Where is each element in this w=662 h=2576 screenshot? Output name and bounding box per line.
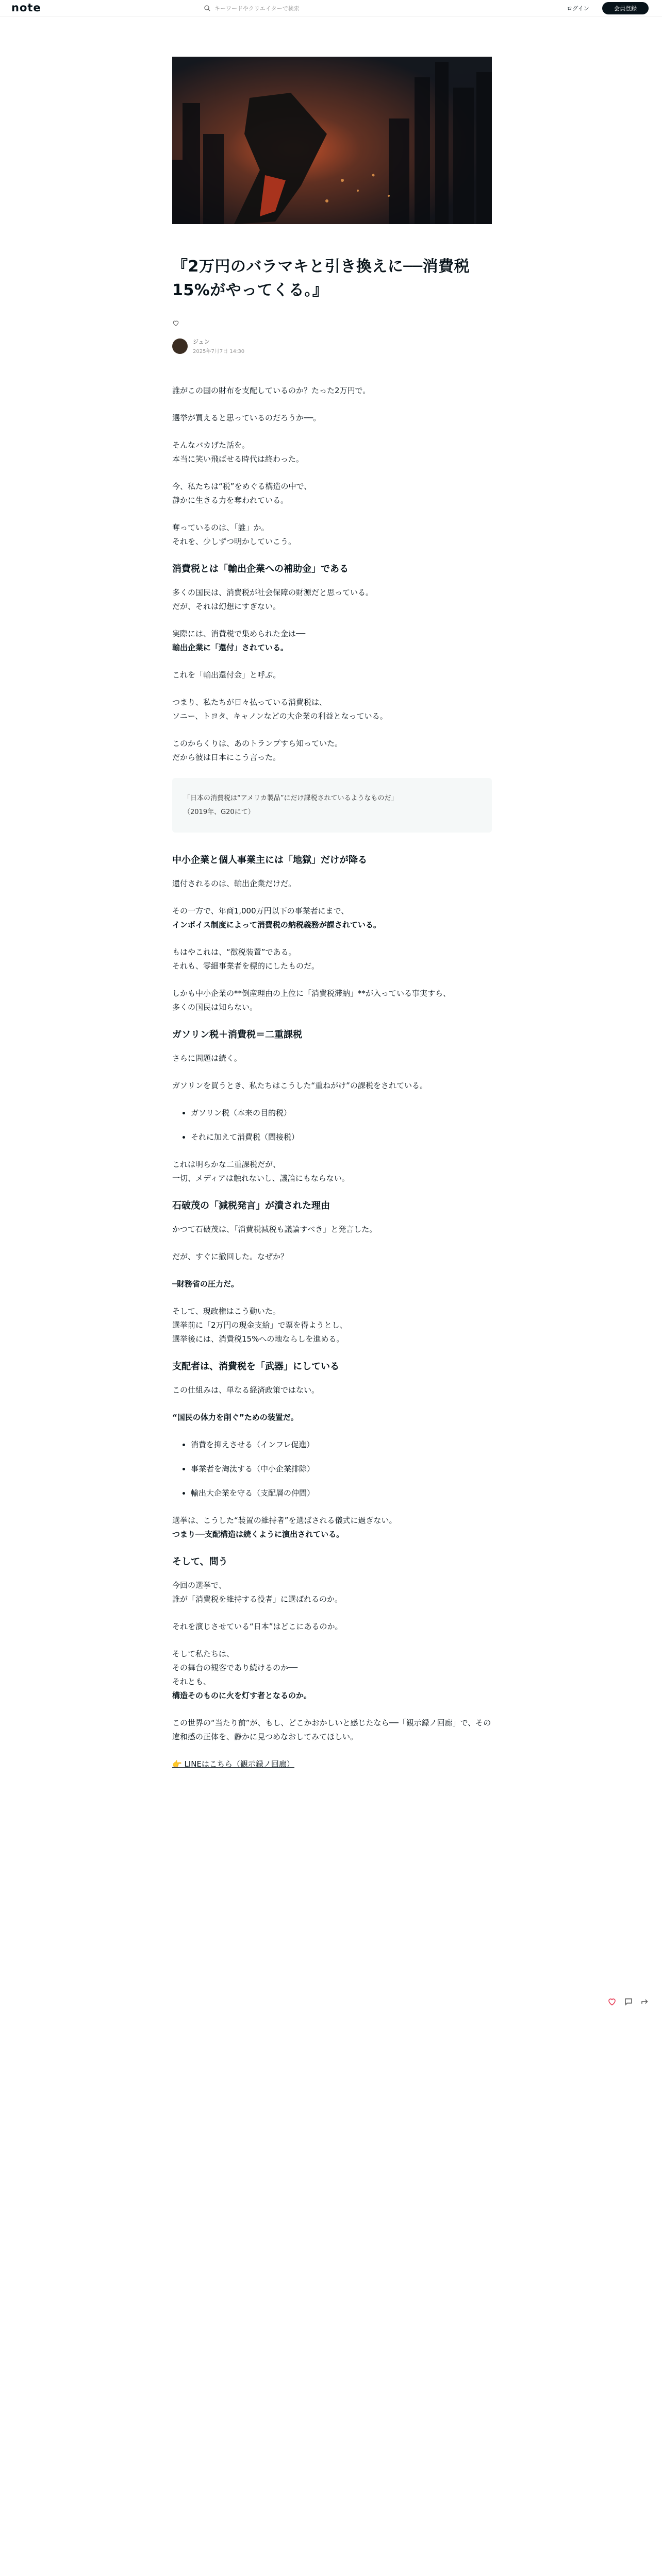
text-line: 奪っているのは、「誰」か。 bbox=[172, 523, 269, 532]
text-line: それとも、 bbox=[172, 1677, 211, 1686]
text-line: そして私たちは、 bbox=[172, 1649, 235, 1658]
paragraph bbox=[172, 696, 492, 723]
bullet-list bbox=[191, 1438, 492, 1500]
paragraph bbox=[172, 1250, 492, 1264]
list-item: • ガソリン税（本来の目的税） bbox=[191, 1106, 492, 1120]
text-line: 「日本の消費税は“アメリカ製品”にだけ課税されているようなものだ」 bbox=[184, 794, 398, 802]
paragraph bbox=[172, 1647, 492, 1703]
text-line: だが、それは幻想にすぎない。 bbox=[172, 602, 281, 611]
text-line: これを「輸出還付金」と呼ぶ。 bbox=[172, 670, 281, 680]
text-line: もはやこれは、“徴税装置”である。 bbox=[172, 947, 296, 957]
publish-date: 2025年7月7日 14:30 bbox=[193, 349, 245, 354]
text-line: ガソリンを買うとき、私たちはこうした“重ねがけ”の課税をされている。 bbox=[172, 1081, 427, 1090]
text-line: かつて石破茂は、「消費税減税も議論すべき」と発言した。 bbox=[172, 1225, 377, 1234]
text-line: その一方で、年商1,000万円以下の事業者にまで、 bbox=[172, 906, 349, 916]
paragraph bbox=[172, 737, 492, 765]
text-line: だから彼は日本にこう言った。 bbox=[172, 753, 281, 762]
paragraph bbox=[172, 1620, 492, 1634]
paragraph bbox=[172, 411, 492, 425]
paragraph bbox=[172, 945, 492, 973]
text-line: 一切、メディアは触れないし、議論にもならない。 bbox=[172, 1174, 350, 1183]
paragraph bbox=[172, 1716, 492, 1744]
text-line: それを、少しずつ明かしていこう。 bbox=[172, 537, 296, 546]
paragraph bbox=[172, 438, 492, 466]
hero-image bbox=[172, 57, 492, 224]
article-body bbox=[172, 384, 492, 1785]
list-item: • それに加えて消費税（間接税） bbox=[191, 1130, 492, 1144]
text-line: そして、現政権はこう動いた。 bbox=[172, 1307, 280, 1316]
paragraph bbox=[172, 1052, 492, 1065]
text-line: 選挙前に「2万円の現金支給」で票を得ようとし、 bbox=[172, 1320, 347, 1330]
avatar[interactable] bbox=[172, 338, 188, 354]
paragraph bbox=[172, 1079, 492, 1093]
text-line: それも、零細事業者を標的にしたものだ。 bbox=[172, 961, 320, 971]
text-line: ─財務省の圧力だ。 bbox=[172, 1279, 239, 1289]
text-line: 実際には、消費税で集められた金は── bbox=[172, 629, 306, 638]
text-line: だが、すぐに撤回した。なぜか？ bbox=[172, 1252, 289, 1261]
text-line: 還付されるのは、輸出企業だけだ。 bbox=[172, 879, 296, 888]
section-heading: 消費税とは「輸出企業への補助金」である bbox=[172, 564, 349, 574]
text-line: この仕組みは、単なる経済政策ではない。 bbox=[172, 1385, 320, 1395]
paragraph bbox=[172, 1579, 492, 1606]
paragraph bbox=[172, 987, 492, 1014]
signup-button[interactable]: 会員登録 bbox=[602, 2, 649, 14]
text-line: さらに問題は続く。 bbox=[172, 1054, 242, 1063]
text-line: 輸出企業に「還付」されている。 bbox=[172, 643, 289, 652]
text-line: 誰がこの国の財布を支配しているのか？たった2万円で。 bbox=[172, 386, 371, 395]
text-line: つまり、私たちが日々払っている消費税は、 bbox=[172, 698, 327, 707]
text-line: 構造そのものに火を灯す者となるのか。 bbox=[172, 1691, 312, 1700]
text-line: それを演じさせている“日本”はどこにあるのか。 bbox=[172, 1622, 343, 1631]
list-item: • 事業者を淘汰する（中小企業排除） bbox=[191, 1462, 492, 1476]
paragraph bbox=[172, 1383, 492, 1397]
bullet-list bbox=[191, 1106, 492, 1144]
paragraph bbox=[172, 1514, 492, 1541]
text-line: これは明らかな二重課税だが、 bbox=[172, 1160, 281, 1169]
comment-icon[interactable] bbox=[624, 1997, 633, 2006]
line-link[interactable]: 👉 LINEはこちら（観示録ノ回廊） bbox=[172, 1759, 294, 1769]
text-line: “国民の体力を削ぐ”ための装置だ。 bbox=[172, 1413, 299, 1422]
like-icon-top[interactable] bbox=[172, 319, 179, 329]
text-line: そんなバカげた話を。 bbox=[172, 440, 250, 450]
paragraph bbox=[172, 1158, 492, 1185]
share-icon[interactable] bbox=[640, 1997, 650, 2006]
paragraph bbox=[172, 904, 492, 932]
paragraph bbox=[172, 480, 492, 507]
floating-side-actions bbox=[607, 1997, 650, 2006]
search-icon bbox=[204, 5, 210, 11]
section-heading: 支配者は、消費税を「武器」にしている bbox=[172, 1361, 339, 1372]
paragraph bbox=[172, 668, 492, 682]
text-line: 静かに生きる力を奪われている。 bbox=[172, 496, 289, 505]
paragraph bbox=[172, 1277, 492, 1291]
text-line: 今、私たちは“税”をめぐる構造の中で、 bbox=[172, 482, 312, 491]
heart-icon[interactable] bbox=[607, 1997, 617, 2006]
note-logo[interactable]: note bbox=[11, 2, 41, 14]
article-title: 『2万円のバラマキと引き換えに──消費税15%がやってくる。』 bbox=[172, 258, 470, 299]
text-line: 選挙後には、消費税15%への地ならしを進める。 bbox=[172, 1334, 344, 1344]
text-line: 多くの国民は知らない。 bbox=[172, 1003, 258, 1012]
section-heading: 中小企業と個人事業主には「地獄」だけが降る bbox=[172, 855, 367, 866]
text-line: つまり──支配構造は続くように演出されている。 bbox=[172, 1530, 344, 1539]
section-heading: ガソリン税＋消費税＝二重課税 bbox=[172, 1029, 302, 1040]
text-line: このからくりは、あのトランプすら知っていた。 bbox=[172, 739, 343, 748]
list-item: • 輸出大企業を守る（支配層の仲間） bbox=[191, 1486, 492, 1500]
text-line: この世界の“当たり前”が、もし、どこかおかしいと感じたなら──「観示録ノ回廊」で、その違和感の正体を、静かに見つめなおしてみてほしい。 bbox=[172, 1718, 491, 1741]
paragraph bbox=[172, 1304, 492, 1346]
paragraph bbox=[172, 627, 492, 655]
section-heading: 石破茂の「減税発言」が潰された理由 bbox=[172, 1200, 330, 1211]
search-placeholder: キーワードやクリエイターで検索 bbox=[214, 5, 300, 12]
text-line: 多くの国民は、消費税が社会保障の財源だと思っている。 bbox=[172, 588, 374, 597]
text-line: 選挙は、こうした“装置の維持者”を選ばされる儀式に過ぎない。 bbox=[172, 1516, 397, 1525]
text-line: （2019年、G20にて） bbox=[184, 808, 255, 816]
section-heading: そして、問う bbox=[172, 1556, 228, 1567]
text-line: 選挙が買えると思っているのだろうか──。 bbox=[172, 413, 321, 422]
paragraph bbox=[172, 586, 492, 614]
text-line: ソニー、トヨタ、キャノンなどの大企業の利益となっている。 bbox=[172, 711, 388, 721]
blockquote bbox=[172, 778, 492, 833]
text-line: インボイス制度によって消費税の納税義務が課されている。 bbox=[172, 920, 381, 929]
site-header bbox=[0, 0, 662, 16]
paragraph bbox=[172, 1411, 492, 1425]
paragraph bbox=[172, 521, 492, 549]
list-item: • 消費を抑えさせる（インフレ促進） bbox=[191, 1438, 492, 1452]
text-line: 誰が「消費税を維持する役者」に選ばれるのか。 bbox=[172, 1595, 343, 1604]
text-line: 本当に笑い飛ばせる時代は終わった。 bbox=[172, 454, 304, 464]
login-button[interactable]: ログイン bbox=[567, 5, 589, 12]
search-input[interactable] bbox=[199, 2, 333, 14]
text-line: しかも中小企業の**倒産理由の上位に「消費税滞納」**が入っている事実すら、 bbox=[172, 989, 451, 998]
text-line: 今回の選挙で、 bbox=[172, 1581, 226, 1590]
paragraph bbox=[172, 384, 492, 398]
paragraph bbox=[172, 1223, 492, 1236]
article-author[interactable] bbox=[172, 337, 244, 354]
text-line: その舞台の観客であり続けるのか── bbox=[172, 1663, 298, 1672]
paragraph bbox=[172, 877, 492, 891]
author-name[interactable]: ジュン bbox=[193, 338, 210, 345]
